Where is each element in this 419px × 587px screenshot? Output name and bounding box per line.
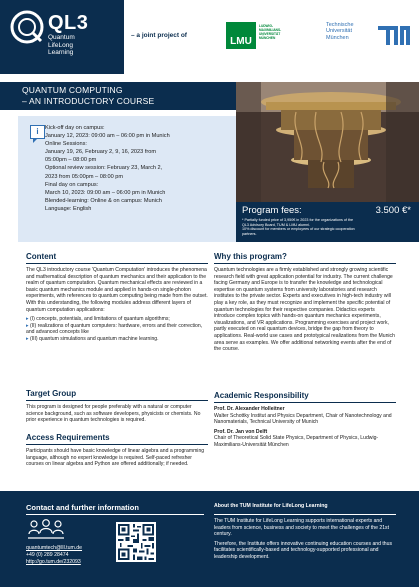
why-text: Quantum technologies are a firmly established and strongly growing scientific research field with great application potential for industry. The current challenge facing Germany and Europe is to transfer the knowledge and technological expertise on quantum systems from university laboratories and research institutes to the private sector. Experts and executives in high-tech industry will play a key role, as they must recognize and implement the specific potential of quantum technologies for their respective companies. Didactics experts introduce complex topics with hands-on quantum mechanics experiments, visualizations, and VR applications. Programming exercises and project work, partly executed on real quantum devices, bridge the gap from theory to applications. Real-world use cases and prototypical realizations from the Munich area serve as examples. We offer additional networking events after the end of the course. xyxy=(214,267,395,353)
tum-logo-icon xyxy=(376,22,412,49)
access-requirements-text: Participants should have basic knowledge of linear algebra and a programming language, although no expert knowledge is required. Self-paced refresher courses on linear algebra and Python are offered additionally; if needed. xyxy=(26,448,205,468)
info-icon: i xyxy=(30,125,45,139)
professor-name: Prof. Dr. Alexander Holleitner xyxy=(214,406,285,412)
quantum-computer-photo xyxy=(236,82,419,202)
course-title-line-1: QUANTUM COMPUTING xyxy=(22,85,123,95)
professor-role: Walter Schottky Institut and Physics Department, Chair of Nanotechnology and Nanomaterials, Technical University of Munich xyxy=(214,412,392,426)
why-heading: Why this program? xyxy=(214,252,287,261)
course-url-link[interactable]: http://go.tum.de/232093 xyxy=(26,559,81,566)
access-requirements-heading: Access Requirements xyxy=(26,433,110,442)
content-section xyxy=(26,267,208,343)
target-group-text: This program is designed for people preferably with a natural or computer science background, such as software developers, physicists or chemists. No prior experience in quantum technologies is required. xyxy=(26,404,201,424)
responsibility-section xyxy=(214,406,397,452)
header xyxy=(0,0,419,74)
content-heading: Content xyxy=(26,252,57,261)
responsibility-divider xyxy=(214,402,396,403)
content-bullet: ▸ (III) quantum simulations and quantum machine learning. xyxy=(26,336,208,343)
professor-name: Prof. Dr. Jan von Delft xyxy=(214,428,268,435)
contact-details xyxy=(26,545,82,567)
content-divider xyxy=(26,263,208,264)
ql3-brand-name: QL3 xyxy=(48,12,89,34)
fees-label: Program fees: xyxy=(242,205,302,216)
course-title-band xyxy=(0,82,236,110)
ql3-brand-subtitle: Quantum LifeLong Learning xyxy=(48,34,75,56)
content-bullet: ▸ (I) concepts, potentials, and limitations of quantum algorithms; xyxy=(26,316,208,323)
fees-amount: 3.500 €* xyxy=(375,205,411,216)
ql3-brand-block xyxy=(0,0,124,74)
lmu-name: LUDWIG- MAXIMILIANS- UNIVERSITÄT MÜNCHEN xyxy=(259,24,282,40)
why-divider xyxy=(214,263,396,264)
joint-project-label: – a joint project of xyxy=(131,32,187,39)
schedule-info-box xyxy=(18,116,236,242)
schedule-text: Kick-off day on campus: January 12, 2023: 09:00 am – 06:00 pm in Munich Online Sessions: January 19, 26, February 2, 9, 16, 2023 from 05:00pm – 08:00 pm Optional review session: February 23, March 2, 2023 from 05:00pm – 08:00 pm Final day on campus: March 10, 2023: 09:00 am – 06:00 pm in Munich Blended-learning: Online & on campus: Munich Language: English xyxy=(45,125,170,212)
contact-divider xyxy=(26,514,204,515)
about-text: The TUM Institute for LifeLong Learning supports international experts and leaders from science, business and society to meet the challenges of the 21st century. Therefore, the Institute offers innovative continuing education courses and thus facilitates scientifically-based and technology-supported professional and leadership development. xyxy=(214,518,393,560)
responsibility-heading: Academic Responsibility xyxy=(214,391,309,400)
about-heading: About the TUM Institute for LifeLong Learning xyxy=(214,503,328,509)
ql3-logo-icon xyxy=(10,10,44,44)
course-title-line-2: – AN INTRODUCTORY COURSE xyxy=(22,96,155,106)
target-group-heading: Target Group xyxy=(26,389,77,398)
content-bullet: ▸ (II) realizations of quantum computers: hardware, errors and their correction, and advanced concepts like xyxy=(26,323,208,336)
contact-phone: +49 (0) 289 28474 xyxy=(26,552,69,559)
qr-code-icon[interactable] xyxy=(116,522,156,562)
contact-email-link[interactable]: quantumtech@lll.tum.de xyxy=(26,545,83,551)
fees-note: * Partially funded price of 3,950€ in 2023 for the organizations of the QL3 Advisory Board, TUM & LMU alumni. 10% discount for members or employees of our strategic cooperation partners. xyxy=(242,218,355,236)
content-text: The QL3 introductory course 'Quantum Computation' introduces the phenomena and mathematical description of quantum mechanics and their application to the realm of quantum computation. Quantum mechanical effects are reviewed in a basic quantum mechanics module and applied in hands-on single-photon experiments, with references to quantum computing being made from the outset. With this understanding, the following modules address different layers of quantum computation applications: xyxy=(26,267,208,313)
about-divider xyxy=(214,514,396,515)
target-divider xyxy=(26,400,208,401)
access-divider xyxy=(26,444,208,445)
people-network-icon xyxy=(26,518,66,540)
contact-heading: Contact and further information xyxy=(26,503,139,512)
program-fees-box xyxy=(236,202,419,242)
tum-name: Technische Universität München xyxy=(326,22,354,41)
lmu-logo: LMU xyxy=(226,22,256,49)
professor-role: Chair of Theoretical Solid State Physics, Department of Physics, Ludwig-Maximilians-Universität München xyxy=(214,435,379,448)
